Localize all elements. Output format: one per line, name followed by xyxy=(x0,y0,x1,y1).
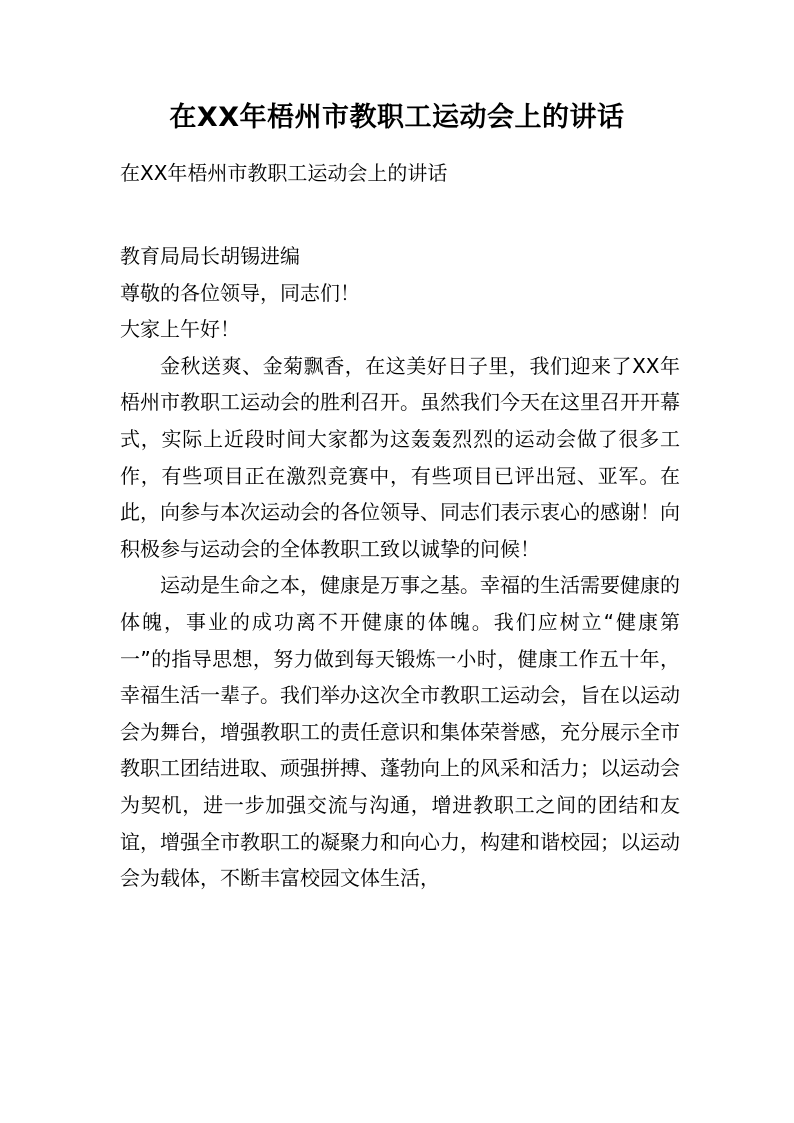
salutation-line: 尊敬的各位领导，同志们！ xyxy=(120,280,360,305)
greeting-line: 大家上午好！ xyxy=(120,317,240,342)
document-subtitle: 在XX年梧州市教职工运动会上的讲话 xyxy=(120,161,448,185)
author-line: 教育局局长胡锡进编 xyxy=(120,244,300,268)
document-body xyxy=(120,238,680,897)
paragraph-2: 运动是生命之本，健康是万事之基。幸福的生活需要健康的体魄，事业的成功离不开健康的体魄。我们应树立“健康第一”的指导思想，努力做到每天锻炼一小时，健康工作五十年，幸福生活一辈子。我们举办这次全市教职工运动会，旨在以运动会为舞台，增强教职工的责任意识和集体荣誉感，充分展示全市教职工团结进取、顽强拼搏、蓬勃向上的风采和活力；以运动会为契机，进一步加强交流与沟通，增进教职工之间的团结和友谊，增强全市教职工的凝聚力和向心力，构建和谐校园；以运动会为载体，不断丰富校园文体生活， xyxy=(120,573,680,891)
paragraph-1: 金秋送爽、金菊飘香，在这美好日子里，我们迎来了XX年梧州市教职工运动会的胜利召开。虽然我们今天在这里召开开幕式，实际上近段时间大家都为这轰轰烈烈的运动会做了很多工作，有些项目正在激烈竞赛中，有些项目已评出冠、亚军。在此，向参与本次运动会的各位领导、同志们表示衷心的感谢！向积极参与运动会的全体教职工致以诚挚的问候！ xyxy=(120,353,680,561)
document-title: 在XX年梧州市教职工运动会上的讲话 xyxy=(169,102,625,133)
